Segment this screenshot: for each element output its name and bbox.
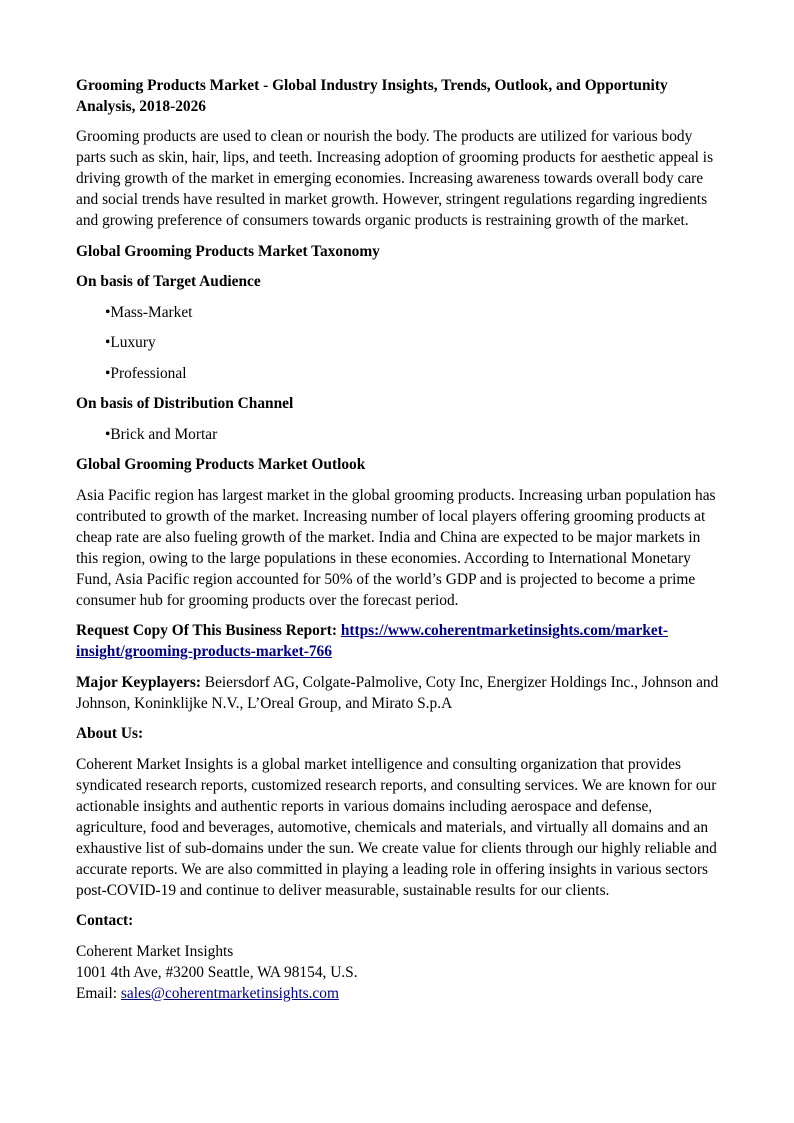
request-copy-paragraph bbox=[76, 620, 721, 662]
document-title: Grooming Products Market - Global Industry Insights, Trends, Outlook, and Opportunity Analysis, 2018-2026 bbox=[76, 77, 668, 115]
contact-block bbox=[76, 941, 721, 1004]
contact-company: Coherent Market Insights bbox=[76, 942, 234, 960]
keyplayers-text: Beiersdorf AG, Colgate-Palmolive, Coty Inc, Energizer Holdings Inc., Johnson and Johnson, Koninklijke N.V., L’Oreal Group, and Mirato S.p.A bbox=[76, 673, 719, 712]
contact-address: 1001 4th Ave, #3200 Seattle, WA 98154, U.S. bbox=[76, 963, 358, 981]
document-page bbox=[76, 75, 721, 1004]
about-paragraph: Coherent Market Insights is a global market intelligence and consulting organization that provides syndicated research reports, customized research reports, and consulting services. We are known for our actionable insights and authentic reports in various domains including aerospace and defense, agriculture, food and beverages, automotive, chemicals and materials, and virtually all domains and an exhaustive list of sub-domains under the sun. We create value for clients through our highly reliable and accurate reports. We are also committed in playing a leading role in offering insights in various sectors post-COVID-19 and continue to deliver measurable, sustainable results for our clients. bbox=[76, 755, 717, 899]
keyplayers-paragraph bbox=[76, 672, 721, 714]
request-copy-label: Request Copy Of This Business Report: bbox=[76, 622, 341, 639]
report-link[interactable]: https://www.coherentmarketinsights.com/market-insight/grooming-products-market-766 bbox=[76, 622, 668, 660]
distribution-channel-heading: On basis of Distribution Channel bbox=[76, 395, 294, 412]
contact-heading: Contact: bbox=[76, 912, 134, 929]
outlook-paragraph: Asia Pacific region has largest market in the global grooming products. Increasing urban population has contributed to growth of the market. Increasing number of local players offering grooming products at cheap rate are also fueling growth of the market. India and China are expected to be major markets in this region, owing to the large populations in these economies. According to International Monetary Fund, Asia Pacific region accounted for 50% of the world’s GDP and is projected to become a prime consumer hub for grooming products over the forecast period. bbox=[76, 486, 716, 609]
list-item: •Luxury bbox=[105, 334, 156, 351]
email-link[interactable]: sales@coherentmarketinsights.com bbox=[120, 984, 339, 1002]
list-item: •Mass-Market bbox=[105, 303, 193, 321]
target-audience-heading: On basis of Target Audience bbox=[76, 273, 261, 290]
intro-paragraph: Grooming products are used to clean or nourish the body. The products are utilized for various body parts such as skin, hair, lips, and teeth. Increasing adoption of grooming products for aesthetic appeal is driving growth of the market in emerging economies. Increasing awareness towards overall body care and social trends have resulted in market growth. However, stringent regulations regarding ingredients and growing preference of consumers towards organic products is restraining growth of the market. bbox=[76, 128, 714, 229]
keyplayers-label: Major Keyplayers: bbox=[76, 673, 201, 691]
contact-email-line bbox=[76, 983, 721, 1004]
email-label: Email: bbox=[76, 984, 121, 1002]
about-heading: About Us: bbox=[76, 725, 144, 742]
list-item: •Professional bbox=[105, 364, 187, 382]
list-item: •Brick and Mortar bbox=[105, 425, 218, 443]
outlook-heading: Global Grooming Products Market Outlook bbox=[76, 456, 366, 473]
taxonomy-heading: Global Grooming Products Market Taxonomy bbox=[76, 242, 380, 260]
